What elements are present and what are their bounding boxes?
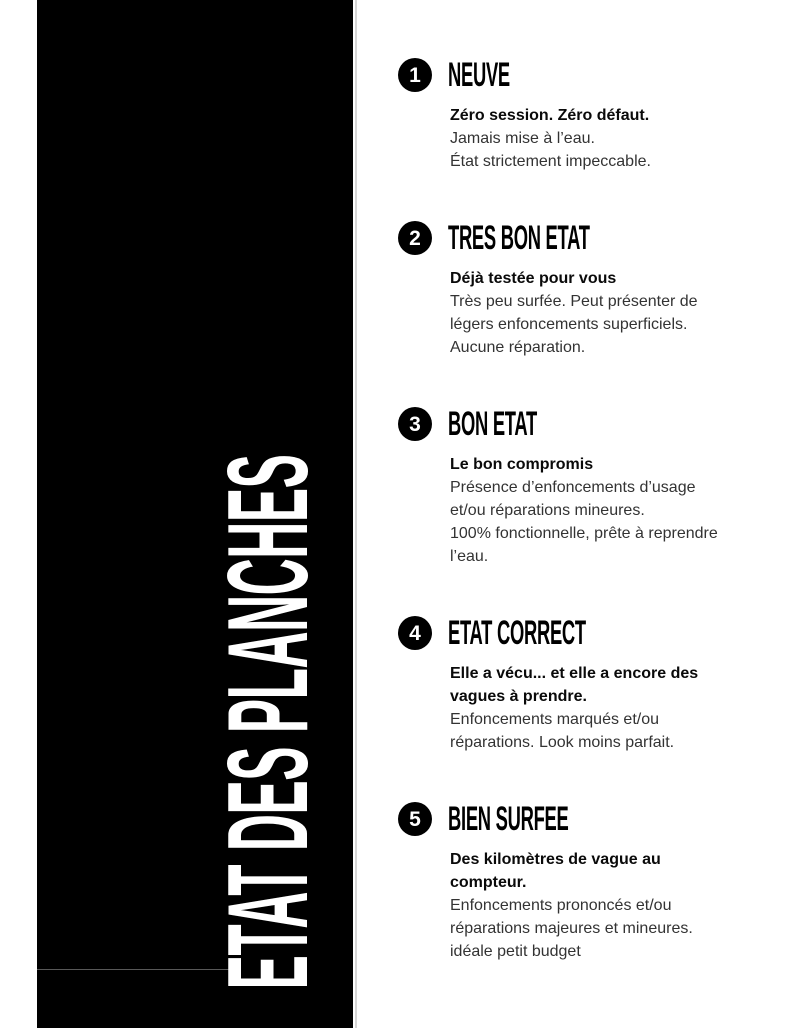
item-subtitle-line: Elle a vécu... et elle a encore des bbox=[450, 665, 699, 682]
condition-item-texts bbox=[450, 255, 778, 359]
left-black-band bbox=[37, 0, 353, 1028]
item-title: ETAT CORRECT bbox=[448, 614, 586, 652]
item-subtitle-line: Le bon compromis bbox=[450, 456, 594, 473]
item-body-line: Très peu surfée. Peut présenter de bbox=[450, 293, 698, 310]
item-body-line: l’eau. bbox=[450, 548, 489, 565]
item-number: 2 bbox=[409, 226, 421, 250]
item-number: 4 bbox=[409, 621, 421, 645]
item-subtitle bbox=[450, 662, 778, 708]
item-body bbox=[450, 127, 778, 173]
item-title: TRES BON ETAT bbox=[448, 219, 590, 257]
condition-item bbox=[398, 407, 778, 568]
item-title: BIEN SURFEE bbox=[448, 800, 569, 838]
condition-item-texts bbox=[450, 441, 778, 568]
item-body-line: Jamais mise à l’eau. bbox=[450, 130, 595, 147]
item-subtitle-line: Des kilomètres de vague au bbox=[450, 851, 661, 868]
item-body bbox=[450, 290, 778, 359]
item-subtitle-line: compteur. bbox=[450, 874, 527, 891]
item-number-badge bbox=[398, 58, 432, 92]
condition-list bbox=[398, 58, 778, 1011]
item-number: 1 bbox=[409, 63, 421, 87]
item-subtitle bbox=[450, 453, 778, 476]
condition-item bbox=[398, 221, 778, 359]
item-body-line: réparations majeures et mineures. bbox=[450, 920, 693, 937]
condition-item-texts bbox=[450, 836, 778, 963]
condition-item-header bbox=[398, 221, 778, 255]
item-body-line: légers enfoncements superficiels. bbox=[450, 316, 688, 333]
item-body bbox=[450, 708, 778, 754]
condition-item bbox=[398, 616, 778, 754]
condition-item bbox=[398, 802, 778, 963]
item-number-badge bbox=[398, 616, 432, 650]
item-number-badge bbox=[398, 802, 432, 836]
item-body-line: idéale petit budget bbox=[450, 943, 581, 960]
item-subtitle bbox=[450, 848, 778, 894]
item-body-line: Enfoncements prononcés et/ou bbox=[450, 897, 672, 914]
item-title: NEUVE bbox=[448, 56, 510, 94]
condition-item-header bbox=[398, 407, 778, 441]
item-title: BON ETAT bbox=[448, 405, 537, 443]
item-body bbox=[450, 476, 778, 568]
vertical-page-title: ETAT DES PLANCHES bbox=[205, 454, 332, 990]
condition-item-header bbox=[398, 58, 778, 92]
condition-item bbox=[398, 58, 778, 173]
item-number-badge bbox=[398, 407, 432, 441]
item-body-line: et/ou réparations mineures. bbox=[450, 502, 645, 519]
item-subtitle-line: vagues à prendre. bbox=[450, 688, 587, 705]
item-body bbox=[450, 894, 778, 963]
item-number: 3 bbox=[409, 412, 421, 436]
item-body-line: État strictement impeccable. bbox=[450, 153, 651, 170]
item-body-line: réparations. Look moins parfait. bbox=[450, 734, 675, 751]
item-number-badge bbox=[398, 221, 432, 255]
item-subtitle bbox=[450, 104, 778, 127]
item-body-line: 100% fonctionnelle, prête à reprendre bbox=[450, 525, 718, 542]
item-body-line: Aucune réparation. bbox=[450, 339, 586, 356]
band-edge-hairline bbox=[355, 0, 357, 1028]
condition-item-header bbox=[398, 616, 778, 650]
item-body-line: Présence d’enfoncements d’usage bbox=[450, 479, 696, 496]
condition-item-texts bbox=[450, 92, 778, 173]
item-subtitle-line: Zéro session. Zéro défaut. bbox=[450, 107, 650, 124]
item-subtitle-line: Déjà testée pour vous bbox=[450, 270, 617, 287]
condition-item-header bbox=[398, 802, 778, 836]
item-subtitle bbox=[450, 267, 778, 290]
condition-item-texts bbox=[450, 650, 778, 754]
item-number: 5 bbox=[409, 807, 421, 831]
item-body-line: Enfoncements marqués et/ou bbox=[450, 711, 660, 728]
